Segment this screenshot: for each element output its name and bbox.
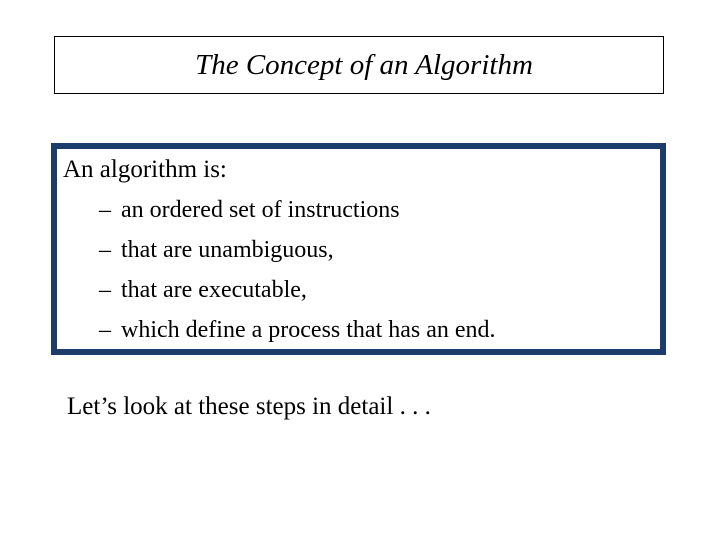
- list-item-text: which define a process that has an end.: [121, 317, 496, 343]
- list-item: [63, 198, 660, 222]
- bullet-dash: –: [99, 197, 111, 223]
- list-item: [63, 318, 660, 342]
- definition-box: [51, 143, 666, 355]
- bullet-dash: –: [99, 277, 111, 303]
- definition-heading: An algorithm is:: [63, 156, 227, 183]
- bullet-dash: –: [99, 317, 111, 343]
- bullet-dash: –: [99, 237, 111, 263]
- slide-title-box: [54, 36, 664, 94]
- list-item: [63, 278, 660, 302]
- list-item: [63, 238, 660, 262]
- slide-title: The Concept of an Algorithm: [195, 48, 533, 81]
- list-item-text: that are executable,: [121, 277, 307, 303]
- list-item-text: an ordered set of instructions: [121, 197, 400, 223]
- definition-list: [63, 198, 660, 342]
- list-item-text: that are unambiguous,: [121, 237, 334, 263]
- slide-footer-text: Let’s look at these steps in detail . . .: [67, 393, 431, 420]
